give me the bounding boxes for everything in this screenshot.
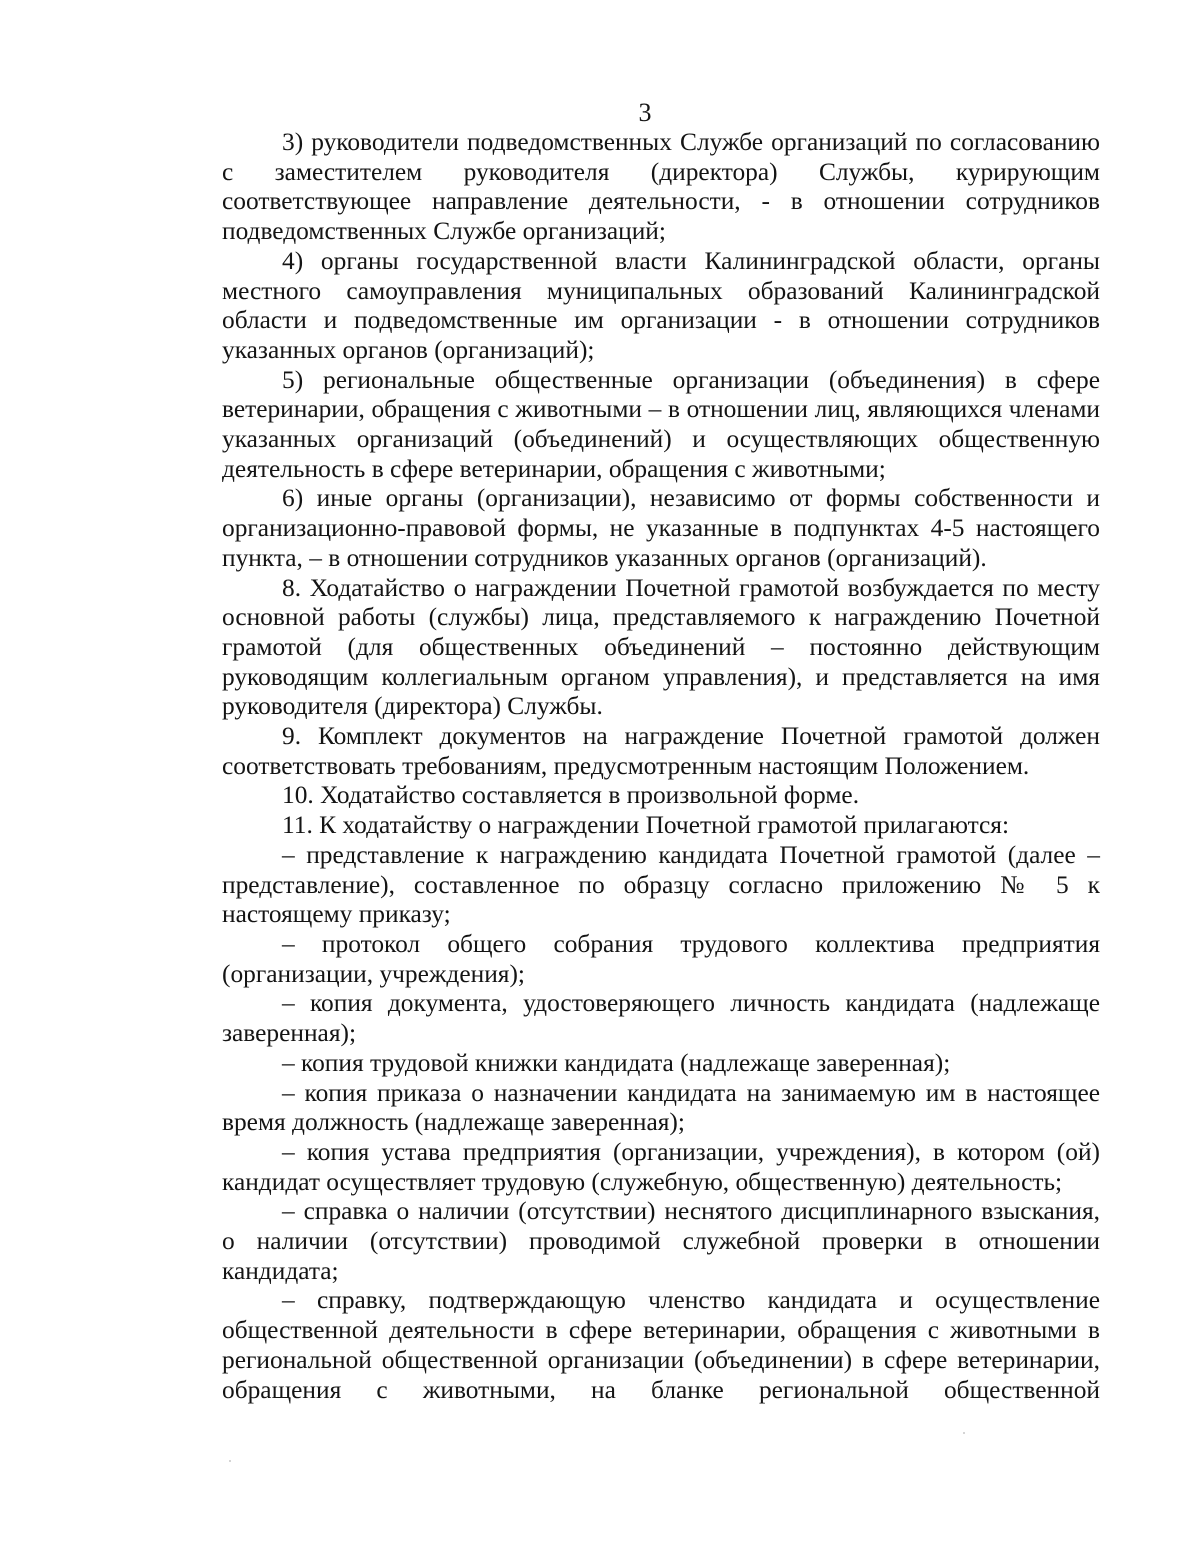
list-item-workbook-copy: – копия трудовой книжки кандидата (надлежаще заверенная); xyxy=(282,1048,951,1077)
list-item-appointment-order-copy: – копия приказа о назначении кандидата на занимаемую им в настоящее время должность (надлежаще заверенная); xyxy=(222,1078,1100,1137)
list-item-membership-certificate: – справку, подтверждающую членство кандидата и осуществление общественной деятельности в сфере ветеринарии, обращения с животными в региональной общественной организации (объединении) в сфере ветеринарии, обращения с животными, на бланке региональной общественной xyxy=(222,1286,1100,1404)
paragraph-item-5: 5) региональные общественные организации (объединения) в сфере ветеринарии, обращения с животными – в отношении лиц, являющихся членами указанных организаций (объединений) и осуществляющих общественную деятельность в сфере ветеринарии, обращения с животными; xyxy=(222,365,1100,483)
list-item-charter-copy: – копия устава предприятия (организации, учреждения), в котором (ой) кандидат осуществляет трудовую (служебную, общественную) деятельность; xyxy=(222,1137,1100,1196)
paragraph-item-6: 6) иные органы (организации), независимо от формы собственности и организационно-правовой формы, не указанные в подпунктах 4-5 настоящего пункта, – в отношении сотрудников указанных органов (организаций). xyxy=(222,484,1100,572)
list-item-id-copy: – копия документа, удостоверяющего личность кандидата (надлежаще заверенная); xyxy=(222,989,1100,1048)
list-item-protocol: – протокол общего собрания трудового коллектива предприятия (организации, учреждения); xyxy=(222,929,1100,988)
paragraph-item-3: 3) руководители подведомственных Службе организаций по согласованию с заместителем руководителя (директора) Службы, курирующим соответствующее направление деятельности, - в отношении сотрудников подведомственных Службе организаций; xyxy=(222,128,1100,246)
paragraph-clause-9: 9. Комплект документов на награждение Почетной грамотой должен соответствовать требованиям, предусмотренным настоящим Положением. xyxy=(222,722,1100,780)
list-item-disciplinary-certificate: – справка о наличии (отсутствии) неснятого дисциплинарного взыскания, о наличии (отсутствии) проводимой служебной проверки в отношении кандидата; xyxy=(222,1197,1100,1285)
scan-speck xyxy=(229,1460,231,1462)
paragraph-clause-11: 11. К ходатайству о награждении Почетной грамотой прилагаются: xyxy=(282,811,1010,840)
paragraph-clause-8: 8. Ходатайство о награждении Почетной грамотой возбуждается по месту основной работы (службы) лица, представляемого к награждению Почетной грамотой (для общественных объединений – постоянно действующим руководящим коллегиальным органом управления), и представляется на имя руководителя (директора) Службы. xyxy=(222,573,1100,721)
paragraph-clause-10: 10. Ходатайство составляется в произвольной форме. xyxy=(282,781,860,810)
list-item-submission: – представление к награждению кандидата Почетной грамотой (далее – представление), составленное по образцу согласно приложению № 5 к настоящему приказу; xyxy=(222,840,1100,929)
scan-speck xyxy=(963,1432,965,1434)
paragraph-item-4: 4) органы государственной власти Калининградской области, органы местного самоуправления муниципальных образований Калининградской области и подведомственные им организации - в отношении сотрудников указанных органов (организаций); xyxy=(222,246,1100,364)
page-number: 3 xyxy=(638,98,652,127)
document-body xyxy=(222,128,1100,1405)
